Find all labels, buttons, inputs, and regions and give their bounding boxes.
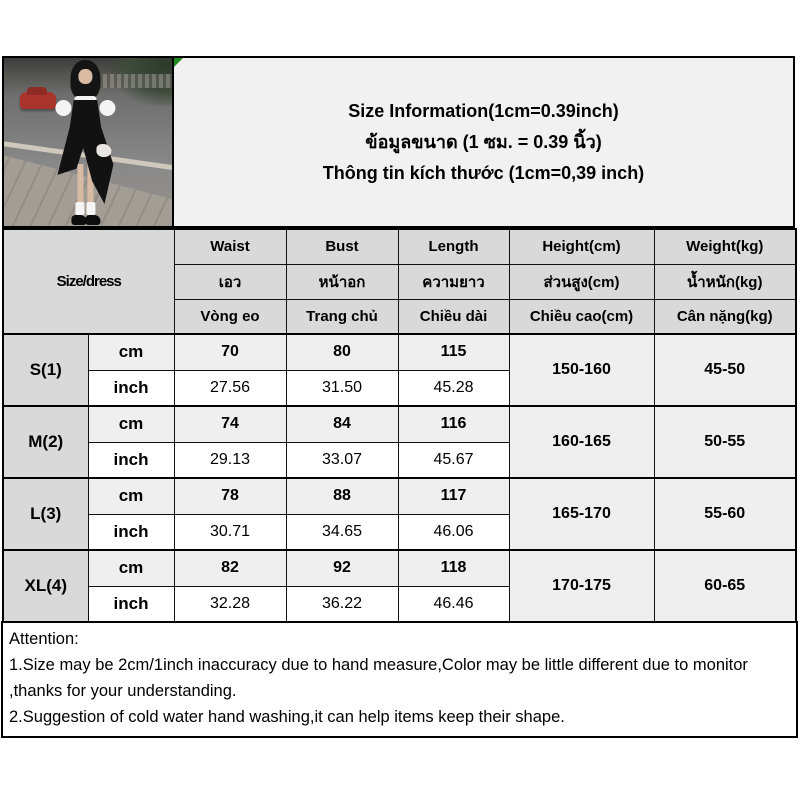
length-cm-value: 117 <box>398 478 509 514</box>
unit-label-cm: cm <box>88 334 174 370</box>
col-header-weight-vi: Cân nặng(kg) <box>654 299 796 334</box>
waist-inch-value: 29.13 <box>174 442 286 478</box>
photo-red-car <box>20 92 56 109</box>
unit-label-inch: inch <box>88 586 174 622</box>
weight-range-value: 50-55 <box>654 406 796 478</box>
waist-inch-value: 27.56 <box>174 370 286 406</box>
model-leg <box>77 164 83 206</box>
bust-cm-value: 92 <box>286 550 398 586</box>
model-bag <box>96 144 111 157</box>
bust-inch-value: 36.22 <box>286 586 398 622</box>
attention-note-1: 1.Size may be 2cm/1inch inaccuracy due to hand measure,Color may be little different due to monitor ,thanks for your understanding. <box>9 656 748 700</box>
col-header-height-vi: Chiều cao(cm) <box>509 299 654 334</box>
weight-range-value: 45-50 <box>654 334 796 406</box>
unit-label-cm: cm <box>88 550 174 586</box>
top-block <box>2 56 795 228</box>
height-range-value: 150-160 <box>509 334 654 406</box>
model-sleeve <box>55 100 71 116</box>
size-table-body <box>3 334 796 622</box>
height-range-value: 160-165 <box>509 406 654 478</box>
length-inch-value: 46.46 <box>398 586 509 622</box>
col-header-waist-en: Waist <box>174 229 286 264</box>
table-row <box>3 334 796 370</box>
attention-box <box>1 621 798 738</box>
col-header-bust-th: หน้าอก <box>286 264 398 299</box>
photo-model <box>53 60 117 226</box>
waist-inch-value: 30.71 <box>174 514 286 550</box>
bust-inch-value: 34.65 <box>286 514 398 550</box>
bust-cm-value: 80 <box>286 334 398 370</box>
length-cm-value: 115 <box>398 334 509 370</box>
model-shoe <box>71 215 86 225</box>
col-header-height-th: ส่วนสูง(cm) <box>509 264 654 299</box>
col-header-weight-en: Weight(kg) <box>654 229 796 264</box>
bust-inch-value: 33.07 <box>286 442 398 478</box>
length-inch-value: 45.28 <box>398 370 509 406</box>
col-header-bust-vi: Trang chủ <box>286 299 398 334</box>
attention-note-2: 2.Suggestion of cold water hand washing,it can help items keep their shape. <box>9 708 565 726</box>
col-header-waist-th: เอว <box>174 264 286 299</box>
title-cell <box>174 58 793 226</box>
waist-cm-value: 74 <box>174 406 286 442</box>
model-sock <box>75 202 84 215</box>
unit-label-inch: inch <box>88 442 174 478</box>
size-label: XL(4) <box>3 550 88 622</box>
col-header-height-en: Height(cm) <box>509 229 654 264</box>
length-cm-value: 116 <box>398 406 509 442</box>
bust-cm-value: 84 <box>286 406 398 442</box>
unit-label-inch: inch <box>88 514 174 550</box>
product-photo <box>4 58 174 226</box>
waist-cm-value: 82 <box>174 550 286 586</box>
size-table <box>2 228 797 623</box>
height-range-value: 170-175 <box>509 550 654 622</box>
bust-cm-value: 88 <box>286 478 398 514</box>
col-header-length-vi: Chiều dài <box>398 299 509 334</box>
weight-range-value: 55-60 <box>654 478 796 550</box>
height-range-value: 165-170 <box>509 478 654 550</box>
unit-label-cm: cm <box>88 406 174 442</box>
unit-label-cm: cm <box>88 478 174 514</box>
model-shoe <box>85 215 100 225</box>
size-label: L(3) <box>3 478 88 550</box>
size-label: M(2) <box>3 406 88 478</box>
corner-header: Size/dress <box>3 229 174 334</box>
title-vietnamese: Thông tin kích thước (1cm=0,39 inch) <box>322 162 645 183</box>
col-header-waist-vi: Vòng eo <box>174 299 286 334</box>
attention-heading: Attention: <box>9 630 79 648</box>
size-label: S(1) <box>3 334 88 406</box>
title-thai: ข้อมูลขนาด (1 ซม. = 0.39 นิ้ว) <box>365 131 602 152</box>
length-inch-value: 45.67 <box>398 442 509 478</box>
col-header-bust-en: Bust <box>286 229 398 264</box>
waist-cm-value: 78 <box>174 478 286 514</box>
green-corner-marker-icon <box>174 58 183 67</box>
table-row <box>3 406 796 442</box>
model-face <box>78 69 92 84</box>
weight-range-value: 60-65 <box>654 550 796 622</box>
model-sleeve <box>99 100 115 116</box>
unit-label-inch: inch <box>88 370 174 406</box>
title-english: Size Information(1cm=0.39inch) <box>348 100 619 121</box>
model-sock <box>86 202 95 215</box>
bust-inch-value: 31.50 <box>286 370 398 406</box>
col-header-weight-th: น้ำหนัก(kg) <box>654 264 796 299</box>
col-header-length-en: Length <box>398 229 509 264</box>
waist-cm-value: 70 <box>174 334 286 370</box>
col-header-length-th: ความยาว <box>398 264 509 299</box>
waist-inch-value: 32.28 <box>174 586 286 622</box>
table-row <box>3 478 796 514</box>
length-inch-value: 46.06 <box>398 514 509 550</box>
length-cm-value: 118 <box>398 550 509 586</box>
table-row <box>3 550 796 586</box>
